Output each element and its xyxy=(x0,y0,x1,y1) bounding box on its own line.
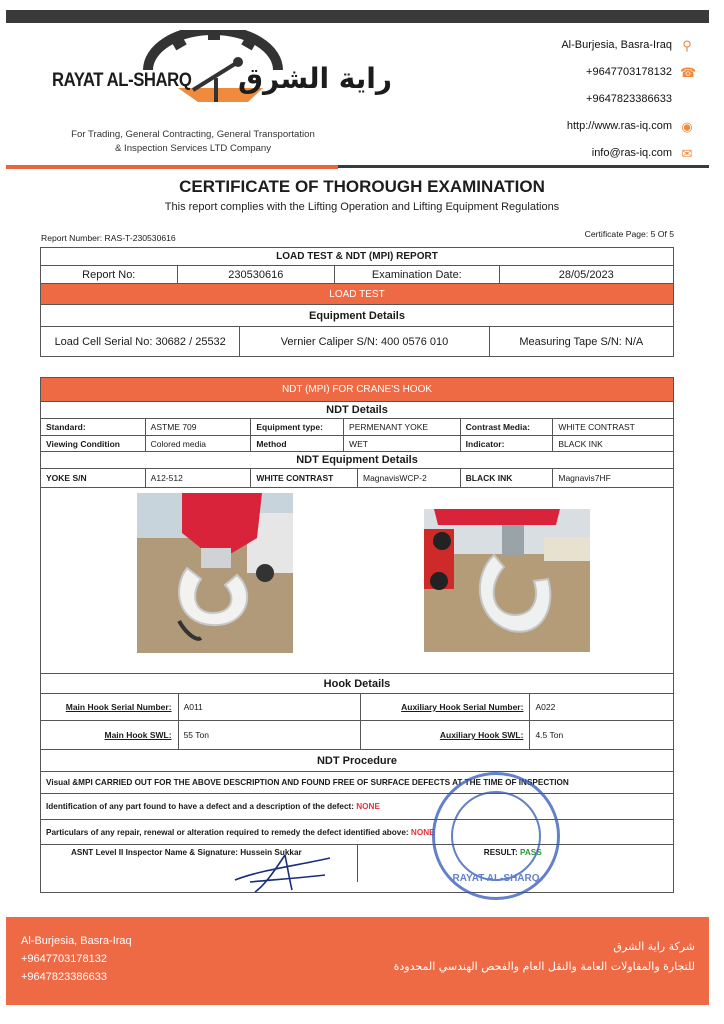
aux-hook-swl-label: Auxiliary Hook SWL: xyxy=(361,721,530,749)
load-test-banner: LOAD TEST xyxy=(41,284,673,305)
brand-name-en: RAYAT AL-SHARQ xyxy=(52,70,192,91)
contact-address xyxy=(561,32,694,59)
phone-spacer xyxy=(680,93,694,107)
certificate-title: CERTIFICATE OF THOROUGH EXAMINATION xyxy=(179,177,545,196)
load-test-heading: LOAD TEST & NDT (MPI) REPORT xyxy=(276,251,438,262)
aux-hook-serial-value: A022 xyxy=(535,702,556,712)
black-ink-value: Magnavis7HF xyxy=(558,473,611,483)
footer-bar xyxy=(6,917,709,1005)
viewing-value: Colored media xyxy=(146,436,252,451)
contact-website[interactable] xyxy=(561,113,694,140)
procedure-line-3-row xyxy=(41,820,673,845)
aux-hook-serial-label: Auxiliary Hook Serial Number: xyxy=(361,694,530,720)
equipment-details-heading-row xyxy=(41,305,673,327)
stamp-text: RAYAT AL-SHARQ xyxy=(452,873,540,884)
load-test-table xyxy=(40,247,674,357)
company-tagline xyxy=(48,128,338,156)
company-stamp xyxy=(432,772,560,900)
exam-date-label: Examination Date: xyxy=(335,266,499,283)
white-contrast-label: WHITE CONTRAST xyxy=(251,469,358,487)
contact-email[interactable] xyxy=(561,140,694,167)
yoke-label: YOKE S/N xyxy=(41,469,146,487)
tagline-line-1: For Trading, General Contracting, General Transportation xyxy=(71,129,315,140)
ndt-procedure-heading-row xyxy=(41,750,673,772)
hook-details-heading: Hook Details xyxy=(323,677,391,690)
contrast-media-value: WHITE CONTRAST xyxy=(558,422,635,432)
auxiliary-hook-illustration xyxy=(424,509,590,652)
procedure-line-1-row xyxy=(41,772,673,794)
phone-2-text: +9647823386633 xyxy=(586,93,672,105)
main-hook-illustration xyxy=(137,493,293,653)
procedure-line-3-value: NONE xyxy=(410,827,435,837)
ndt-row-2 xyxy=(41,436,673,452)
indicator-label: Indicator: xyxy=(461,436,554,451)
yoke-value: A12-512 xyxy=(146,469,252,487)
phone-1-text: +9647703178132 xyxy=(586,66,672,78)
contact-phone-2 xyxy=(561,86,694,113)
footer-phone-1: +9647703178132 xyxy=(21,953,107,965)
ndt-equipment-row xyxy=(41,469,673,488)
brand-name-ar: راية الشرق xyxy=(238,62,393,95)
contrast-media-label: Contrast Media: xyxy=(461,419,554,435)
location-pin-icon: ⚲ xyxy=(682,37,692,53)
tagline-line-2: & Inspection Services LTD Company xyxy=(114,143,272,154)
procedure-line-2: Identification of any part found to have a defect and a description of the defect: xyxy=(46,802,354,811)
standard-value: ASTME 709 xyxy=(146,419,252,435)
method-label: Method xyxy=(251,436,344,451)
top-bar xyxy=(6,10,709,23)
ndt-equipment-heading-row xyxy=(41,452,673,469)
envelope-icon: ✉ xyxy=(681,145,693,161)
indicator-value: BLACK INK xyxy=(558,438,603,449)
viewing-label: Viewing Condition xyxy=(41,436,146,451)
procedure-line-2-value: NONE xyxy=(356,802,380,811)
procedure-line-2-row xyxy=(41,794,673,820)
equipment-details-row xyxy=(41,327,673,356)
footer-ar-line-1: شركة راية الشرق xyxy=(613,940,695,953)
inspector-row xyxy=(41,845,673,882)
footer-phone-2: +9647823386633 xyxy=(21,971,107,983)
contact-block xyxy=(561,32,697,167)
result-label: RESULT: xyxy=(483,848,518,857)
ndt-procedure-heading: NDT Procedure xyxy=(316,754,398,767)
ndt-row-1 xyxy=(41,419,673,436)
stamp-inner-ring xyxy=(451,791,541,881)
result-value: PASS xyxy=(520,848,542,857)
report-info-row xyxy=(41,266,673,284)
main-hook-swl-value: 55 Ton xyxy=(179,721,361,749)
load-cell-serial: Load Cell Serial No: 30682 / 25532 xyxy=(41,327,240,356)
footer-contact xyxy=(21,932,132,986)
procedure-line-3-cell xyxy=(41,820,673,844)
address-text: Al-Burjesia, Basra-Iraq xyxy=(561,39,672,51)
ndt-banner: NDT (MPI) FOR CRANE'S HOOK xyxy=(41,378,673,402)
inspector-signature-icon xyxy=(230,850,340,895)
method-value: WET xyxy=(344,436,461,451)
procedure-line-2-cell xyxy=(41,794,673,819)
globe-icon: ◉ xyxy=(681,118,693,134)
phone-icon: ☎ xyxy=(680,64,697,80)
main-hook-serial-value: A011 xyxy=(179,694,361,720)
ndt-details-heading-row xyxy=(41,402,673,419)
hook-details-heading-row xyxy=(41,674,673,694)
procedure-line-1: Visual &MPI CARRIED OUT FOR THE ABOVE DESCRIPTION AND FOUND FREE OF SURFACE DEFECTS AT THE TIME OF INSPECTION xyxy=(46,778,569,787)
report-number: Report Number: RAS-T-230530616 xyxy=(41,233,176,243)
equipment-type-label: Equipment type: xyxy=(251,419,344,435)
ndt-details-heading: NDT Details xyxy=(326,404,388,416)
certificate-subtitle: This report complies with the Lifting Operation and Lifting Equipment Regulations xyxy=(164,201,560,213)
inspector-name: ASNT Level II Inspector Name & Signature: Hussein Sukkar xyxy=(41,845,358,882)
main-hook-serial-label: Main Hook Serial Number: xyxy=(41,694,179,720)
footer-arabic xyxy=(394,937,695,977)
footer-ar-line-2: للتجارة والمقاولات العامة والنقل العام والفحص الهندسي المحدودة xyxy=(393,960,695,973)
email-link[interactable]: info@ras-iq.com xyxy=(591,147,672,159)
ndt-equipment-heading: NDT Equipment Details xyxy=(296,454,418,466)
exam-date-value: 28/05/2023 xyxy=(558,268,614,281)
contact-phone-1 xyxy=(561,59,697,86)
header-divider-accent xyxy=(6,165,338,169)
load-test-heading-row xyxy=(41,248,673,266)
vernier-caliper-serial: Vernier Caliper S/N: 400 0576 010 xyxy=(240,327,489,356)
main-hook-photo xyxy=(137,493,293,653)
hook-serial-row xyxy=(41,694,673,721)
procedure-line-3: Particulars of any repair, renewal or alteration required to remedy the defect identified above: xyxy=(46,827,409,837)
report-no-value: 230530616 xyxy=(178,266,336,283)
equipment-type-value: PERMENANT YOKE xyxy=(344,419,461,435)
black-ink-label: BLACK INK xyxy=(461,469,554,487)
report-no-label: Report No: xyxy=(41,266,178,283)
auxiliary-hook-photo xyxy=(424,509,590,652)
certificate-page: Certificate Page: 5 Of 5 xyxy=(584,229,674,239)
footer-address: Al-Burjesia, Basra-Iraq xyxy=(21,935,132,947)
website-link[interactable]: http://www.ras-iq.com xyxy=(566,120,672,132)
aux-hook-swl-value: 4.5 Ton xyxy=(535,730,564,740)
hook-swl-row xyxy=(41,721,673,750)
equipment-details-heading: Equipment Details xyxy=(309,309,405,322)
main-hook-swl-label: Main Hook SWL: xyxy=(41,721,179,749)
standard-label: Standard: xyxy=(41,419,146,435)
measuring-tape-serial: Measuring Tape S/N: N/A xyxy=(519,335,644,348)
white-contrast-value: MagnavisWCP-2 xyxy=(358,469,461,487)
